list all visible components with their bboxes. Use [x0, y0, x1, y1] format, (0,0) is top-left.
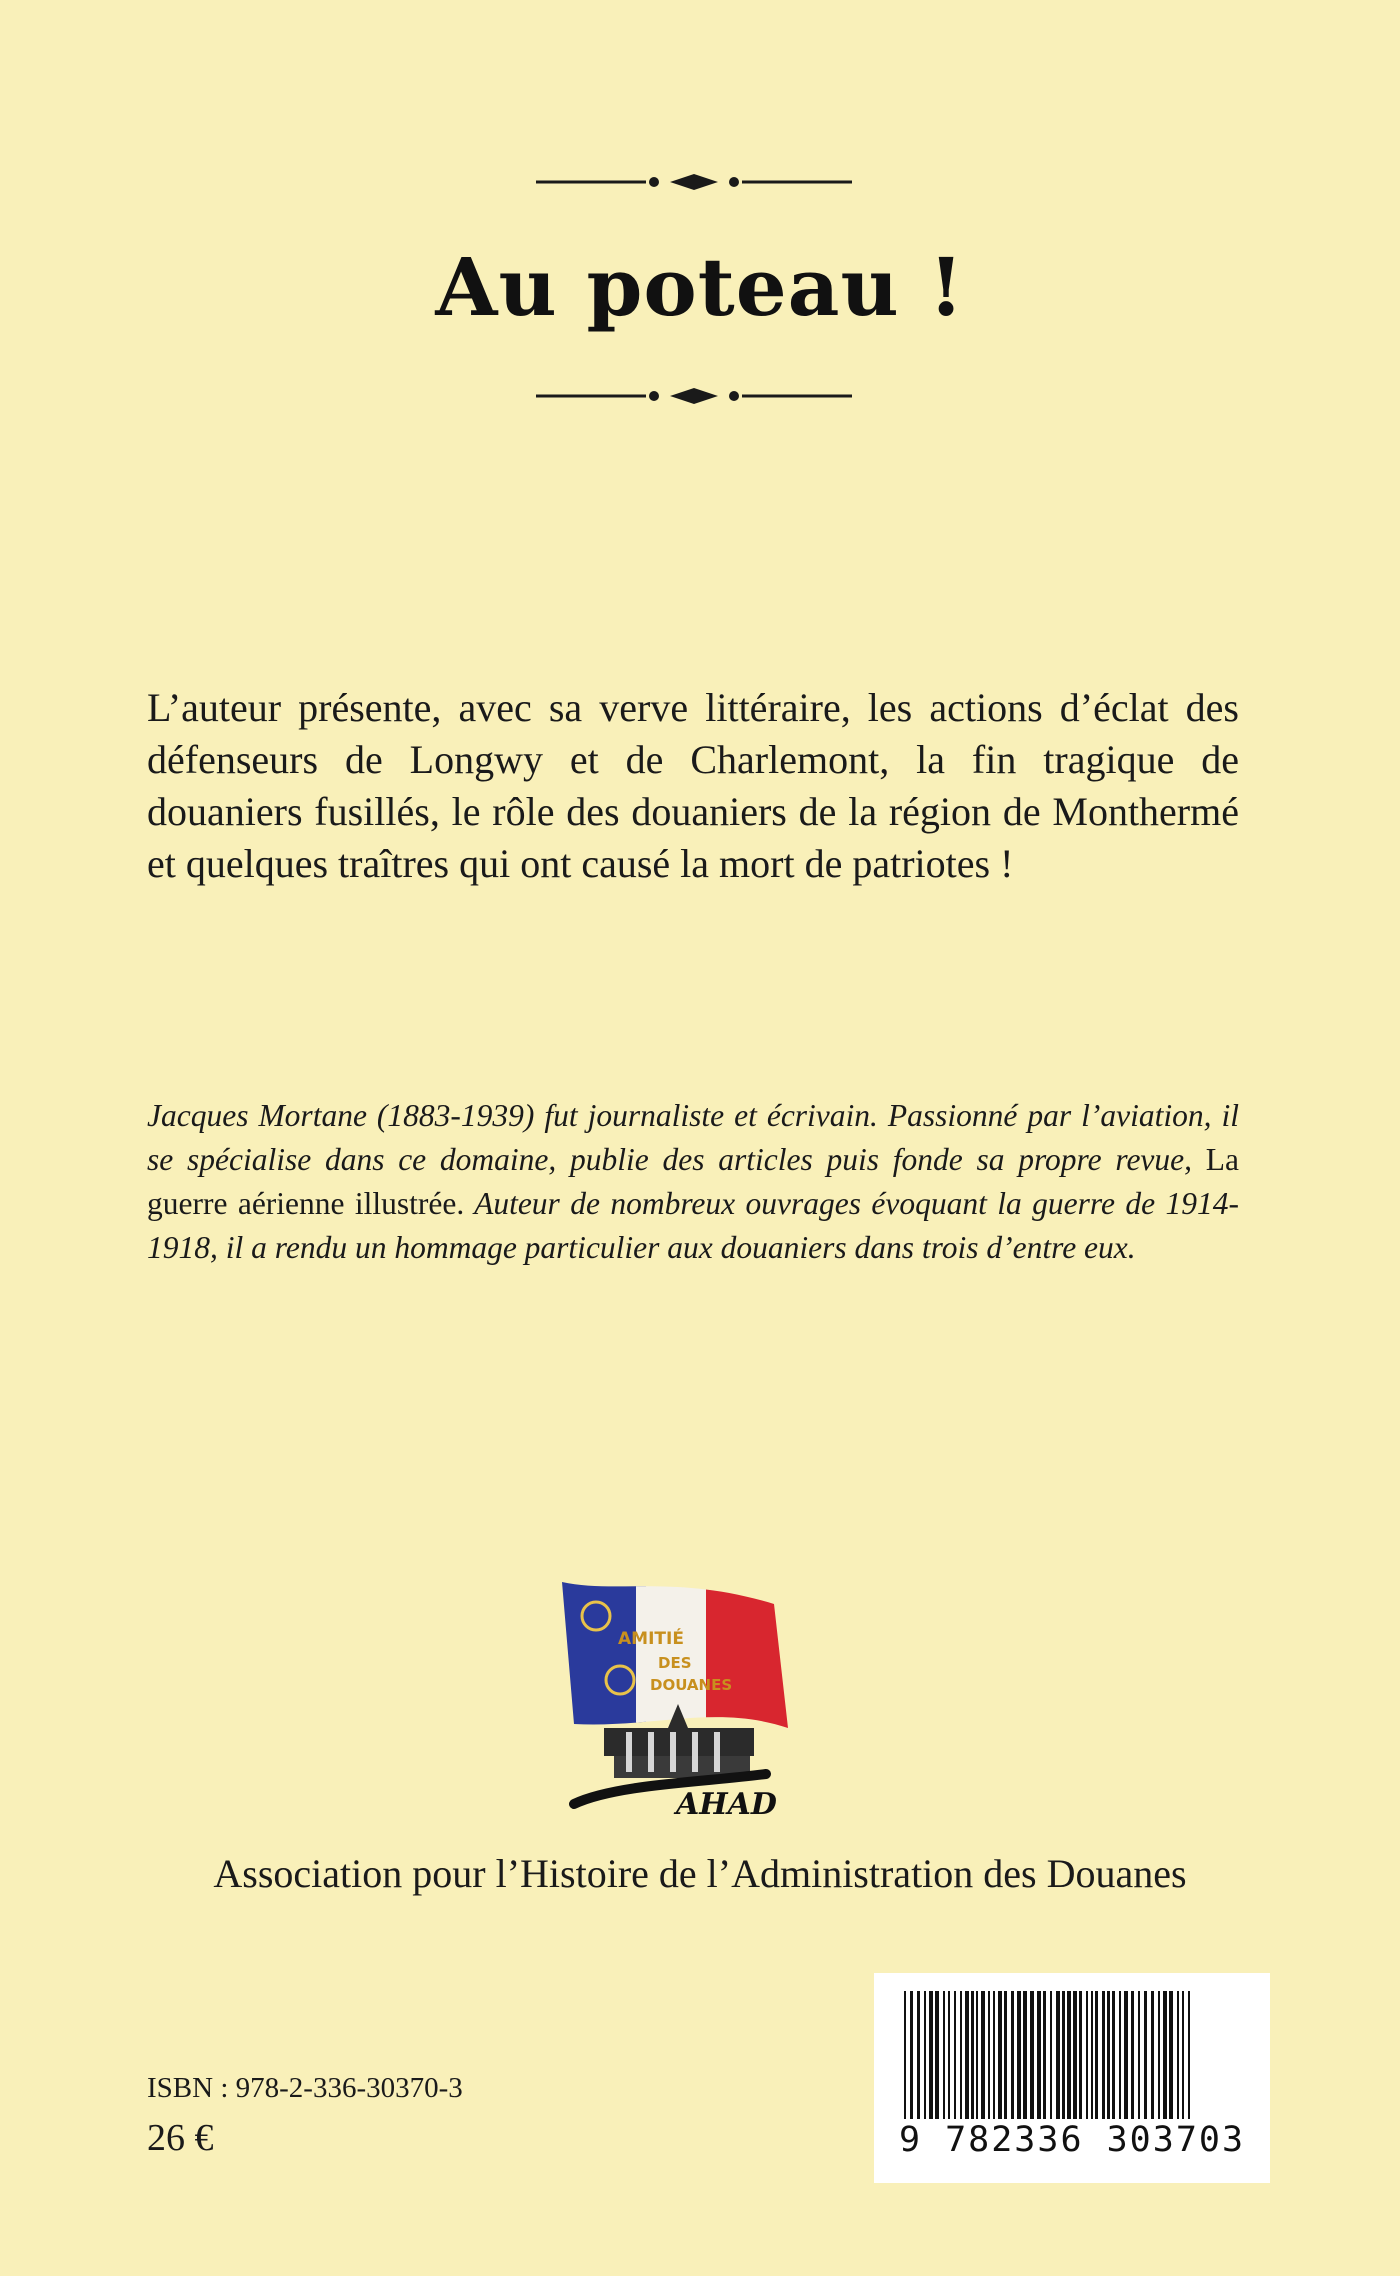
price-tag: 26 €: [147, 2117, 214, 2159]
svg-text:DOUANES: DOUANES: [650, 1676, 733, 1694]
barcode-bar: [1131, 1991, 1134, 2119]
book-blurb: L’auteur présente, avec sa verve littéraire, les actions d’éclat des défenseurs de Longwy et de Charlemont, la fin tragique de douaniers fusillés, le rôle des douaniers de la région de Monthermé et quelques traîtres qui ont causé la mort de patriotes !: [147, 685, 1239, 886]
barcode-bar: [971, 1991, 974, 2119]
barcode-bar: [1144, 1991, 1147, 2119]
barcode-bar: [1043, 1991, 1046, 2119]
author-bio-works: Auteur de nombreux ouvrages évoquant la guerre de 1914-1918, il a rendu un hommage particulier aux douaniers dans trois d’entre eux.: [147, 1185, 1239, 1265]
book-title: Au poteau !: [435, 240, 965, 334]
barcode-bar: [1169, 1991, 1173, 2119]
barcode-bar: [924, 1991, 926, 2119]
revue-title: La guerre aérienne illustrée.: [147, 1141, 1240, 1221]
barcode-bar: [1023, 1991, 1027, 2119]
barcode-bar: [1182, 1991, 1184, 2119]
barcode-bar: [1073, 1991, 1077, 2119]
author-bio-intro: Jacques Mortane (1883-1939) fut journaliste et écrivain. Passionné par l’aviation, il se spécialise dans ce domaine, publie des articles puis fonde sa propre revue,: [147, 1097, 1239, 1177]
barcode-bar: [904, 1991, 906, 2119]
barcode-bar: [965, 1991, 969, 2119]
barcode-bar: [1163, 1991, 1167, 2119]
barcode-bar: [976, 1991, 978, 2119]
barcode: [874, 1973, 1270, 2183]
barcode-bar: [1151, 1991, 1154, 2119]
barcode-bar: [988, 1991, 990, 2119]
barcode-bar: [935, 1991, 939, 2119]
barcode-bar: [1086, 1991, 1088, 2119]
barcode-bar: [1004, 1991, 1007, 2119]
barcode-bar: [1079, 1991, 1082, 2119]
barcode-bar: [1062, 1991, 1065, 2119]
barcode-bar: [1050, 1991, 1052, 2119]
barcode-bar: [1107, 1991, 1110, 2119]
svg-text:AMITIÉ: AMITIÉ: [618, 1629, 684, 1649]
barcode-bar: [960, 1991, 962, 2119]
barcode-bar: [954, 1991, 956, 2119]
barcode-bar: [1017, 1991, 1021, 2119]
barcode-bar: [1102, 1991, 1105, 2119]
barcode-digits: 9 782336 303703: [898, 2120, 1246, 2160]
barcode-bar: [993, 1991, 995, 2119]
barcode-bar: [998, 1991, 1002, 2119]
barcode-bar: [1037, 1991, 1041, 2119]
barcode-bar: [910, 1991, 913, 2119]
svg-text:DES: DES: [658, 1654, 692, 1672]
ahad-logo: [556, 1578, 794, 1838]
barcode-bar: [1011, 1991, 1014, 2119]
top-ornament-upper: [536, 170, 852, 194]
publisher-association: Association pour l’Histoire de l’Administration des Douanes: [213, 1851, 1187, 1896]
barcode-bar: [929, 1991, 933, 2119]
barcode-bar: [1188, 1991, 1190, 2119]
author-bio: [147, 1094, 1239, 1270]
top-ornament-lower: [536, 384, 852, 408]
barcode-bar: [948, 1991, 950, 2119]
barcode-bar: [981, 1991, 985, 2119]
barcode-bar: [1091, 1991, 1093, 2119]
barcode-bar: [917, 1991, 920, 2119]
isbn-number: ISBN : 978-2-336-30370-3: [147, 2072, 463, 2104]
barcode-bar: [1124, 1991, 1128, 2119]
barcode-bar: [1112, 1991, 1115, 2119]
barcode-bar: [1067, 1991, 1071, 2119]
barcode-bar: [1158, 1991, 1160, 2119]
barcode-bar: [1177, 1991, 1179, 2119]
svg-text:AHAD: AHAD: [676, 1787, 777, 1822]
barcode-bar: [1095, 1991, 1098, 2119]
barcode-bar: [1138, 1991, 1140, 2119]
barcode-bars: [904, 1991, 1190, 2119]
barcode-bar: [1119, 1991, 1121, 2119]
barcode-bar: [943, 1991, 945, 2119]
barcode-bar: [1056, 1991, 1060, 2119]
barcode-bar: [1030, 1991, 1034, 2119]
